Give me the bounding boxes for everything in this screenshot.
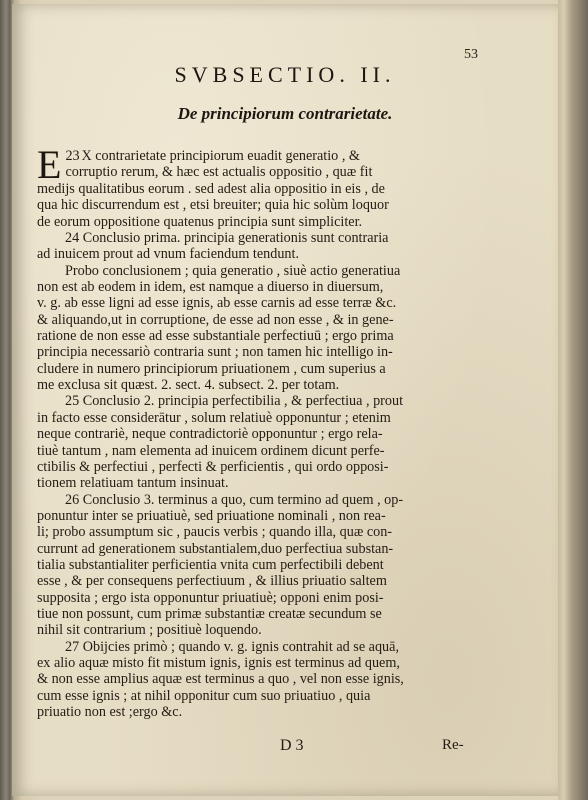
text-line: v. g. ab esse ligni ad esse ignis, ab esse carnis ad esse terræ &c. <box>37 295 397 312</box>
text-line: esse , & per consequens perfectiuum , & illius priuatio saltem <box>37 573 387 590</box>
text-line: principia necessariò contraria sunt ; non tamen hic intelligo in- <box>37 344 393 361</box>
section-title: SVBSECTIO. II. <box>174 62 396 87</box>
text-line: 25 Conclusio 2. principia perfectibilia , & perfectiua , prout <box>65 393 404 410</box>
section-subtitle: De principiorum contrarietate. <box>177 104 393 123</box>
text-line: ponuntur inter se priuatiuè, sed priuatione nominali , non rea- <box>37 507 386 524</box>
text-line: de eorum oppositione quatenus principia sunt simpliciter. <box>37 213 363 230</box>
page-sheet <box>12 4 558 796</box>
text-line: priuatio non est ;ergo &c. <box>37 704 183 720</box>
text-line: tialia substantialiter perficientia vnita cum perfectibili debent <box>37 556 384 573</box>
text-line: & non esse amplius aquæ est terminus a quo , vel non esse ignis, <box>37 671 404 688</box>
text-line: 27 Obijcies primò ; quando v. g. ignis contrahit ad se aquā, <box>65 638 399 655</box>
text-line: ex alio aquæ misto fit mistum ignis, ignis est terminus ad quem, <box>37 654 400 671</box>
text-line: medijs qualitatibus eorum . sed adest alia oppositio in eis , de <box>37 181 385 197</box>
drop-cap: E <box>37 142 62 187</box>
paragraph-24 <box>37 230 507 393</box>
text-line: neque contrariè, neque contradictoriè opponuntur ; ergo rela- <box>37 426 383 443</box>
text-line: corruptio rerum, & hæc est actualis oppositio , quæ fit <box>65 164 373 181</box>
text-line: li; probo assumptum sic , paucis verbis ; quando illa, quæ con- <box>37 524 393 541</box>
catchword: Re- <box>442 737 464 753</box>
text-line: Probo conclusionem ; quia generatio , siuè actio generatiua <box>65 262 401 279</box>
text-line: 24 Conclusio prima. principia generationis sunt contraria <box>65 230 389 247</box>
text-line: tionem relatiuam tantum insinuat. <box>37 475 229 492</box>
text-line: non est ab eodem in idem, est namque a diuerso in diuersum, <box>37 279 384 296</box>
text-line: ad inuicem prout ad vnum faciendum tendunt. <box>37 246 300 263</box>
text-line: & aliquando,ut in corruptione, de esse ad non esse , & in gene- <box>37 311 394 328</box>
signature-mark: D 3 <box>280 737 304 754</box>
paragraph-number: 23 <box>65 148 80 164</box>
text-line: me exclusa sit quæst. 2. sect. 4. subsect. 2. per totam. <box>37 377 340 394</box>
text-line: tiue non possunt, cum primæ substantiæ creatæ secundum se <box>37 605 382 622</box>
text-line: ratione de non esse ad esse substantiale perfectiuū ; ergo prima <box>37 328 394 345</box>
text-line: nihil sit contrarium ; positiuè loquendo. <box>37 622 262 639</box>
text-line: currunt ad generationem substantialem,duo perfectiua substan- <box>37 540 394 557</box>
text-line: in facto esse considerātur , solum relatiuè opponuntur ; etenim <box>37 409 391 426</box>
paragraph-27 <box>37 639 507 721</box>
text-line: supposita ; ergo ista opponuntur priuatiuè; opponi enim posi- <box>37 589 384 606</box>
page-number: 53 <box>464 47 478 62</box>
body-text <box>37 142 507 720</box>
text-line: tiuè tantum , nam elementa ad inuicem ordinem dicunt perfe- <box>37 442 385 459</box>
text-line: qua hic discurrendum est , etsi breuiter; quia hic solùm loquor <box>37 197 389 214</box>
text-line: ctibilis & perfectiui , perfecti & perficientis , qui ordo opposi- <box>37 458 389 475</box>
text-line: 26 Conclusio 3. terminus a quo, cum termino ad quem , op- <box>65 491 404 508</box>
paragraph-23 <box>37 142 507 230</box>
text-line: cum esse ignis ; at nihil opponitur cum suo priuatiuo , quia <box>37 687 371 704</box>
text-line: cludere in numero principiorum priuationem , cum superius a <box>37 360 386 377</box>
next-page-edge <box>558 0 588 800</box>
paragraph-26 <box>37 492 507 639</box>
text-line: X contrarietate principiorum euadit generatio , & <box>81 148 360 164</box>
paragraph-25 <box>37 393 507 491</box>
